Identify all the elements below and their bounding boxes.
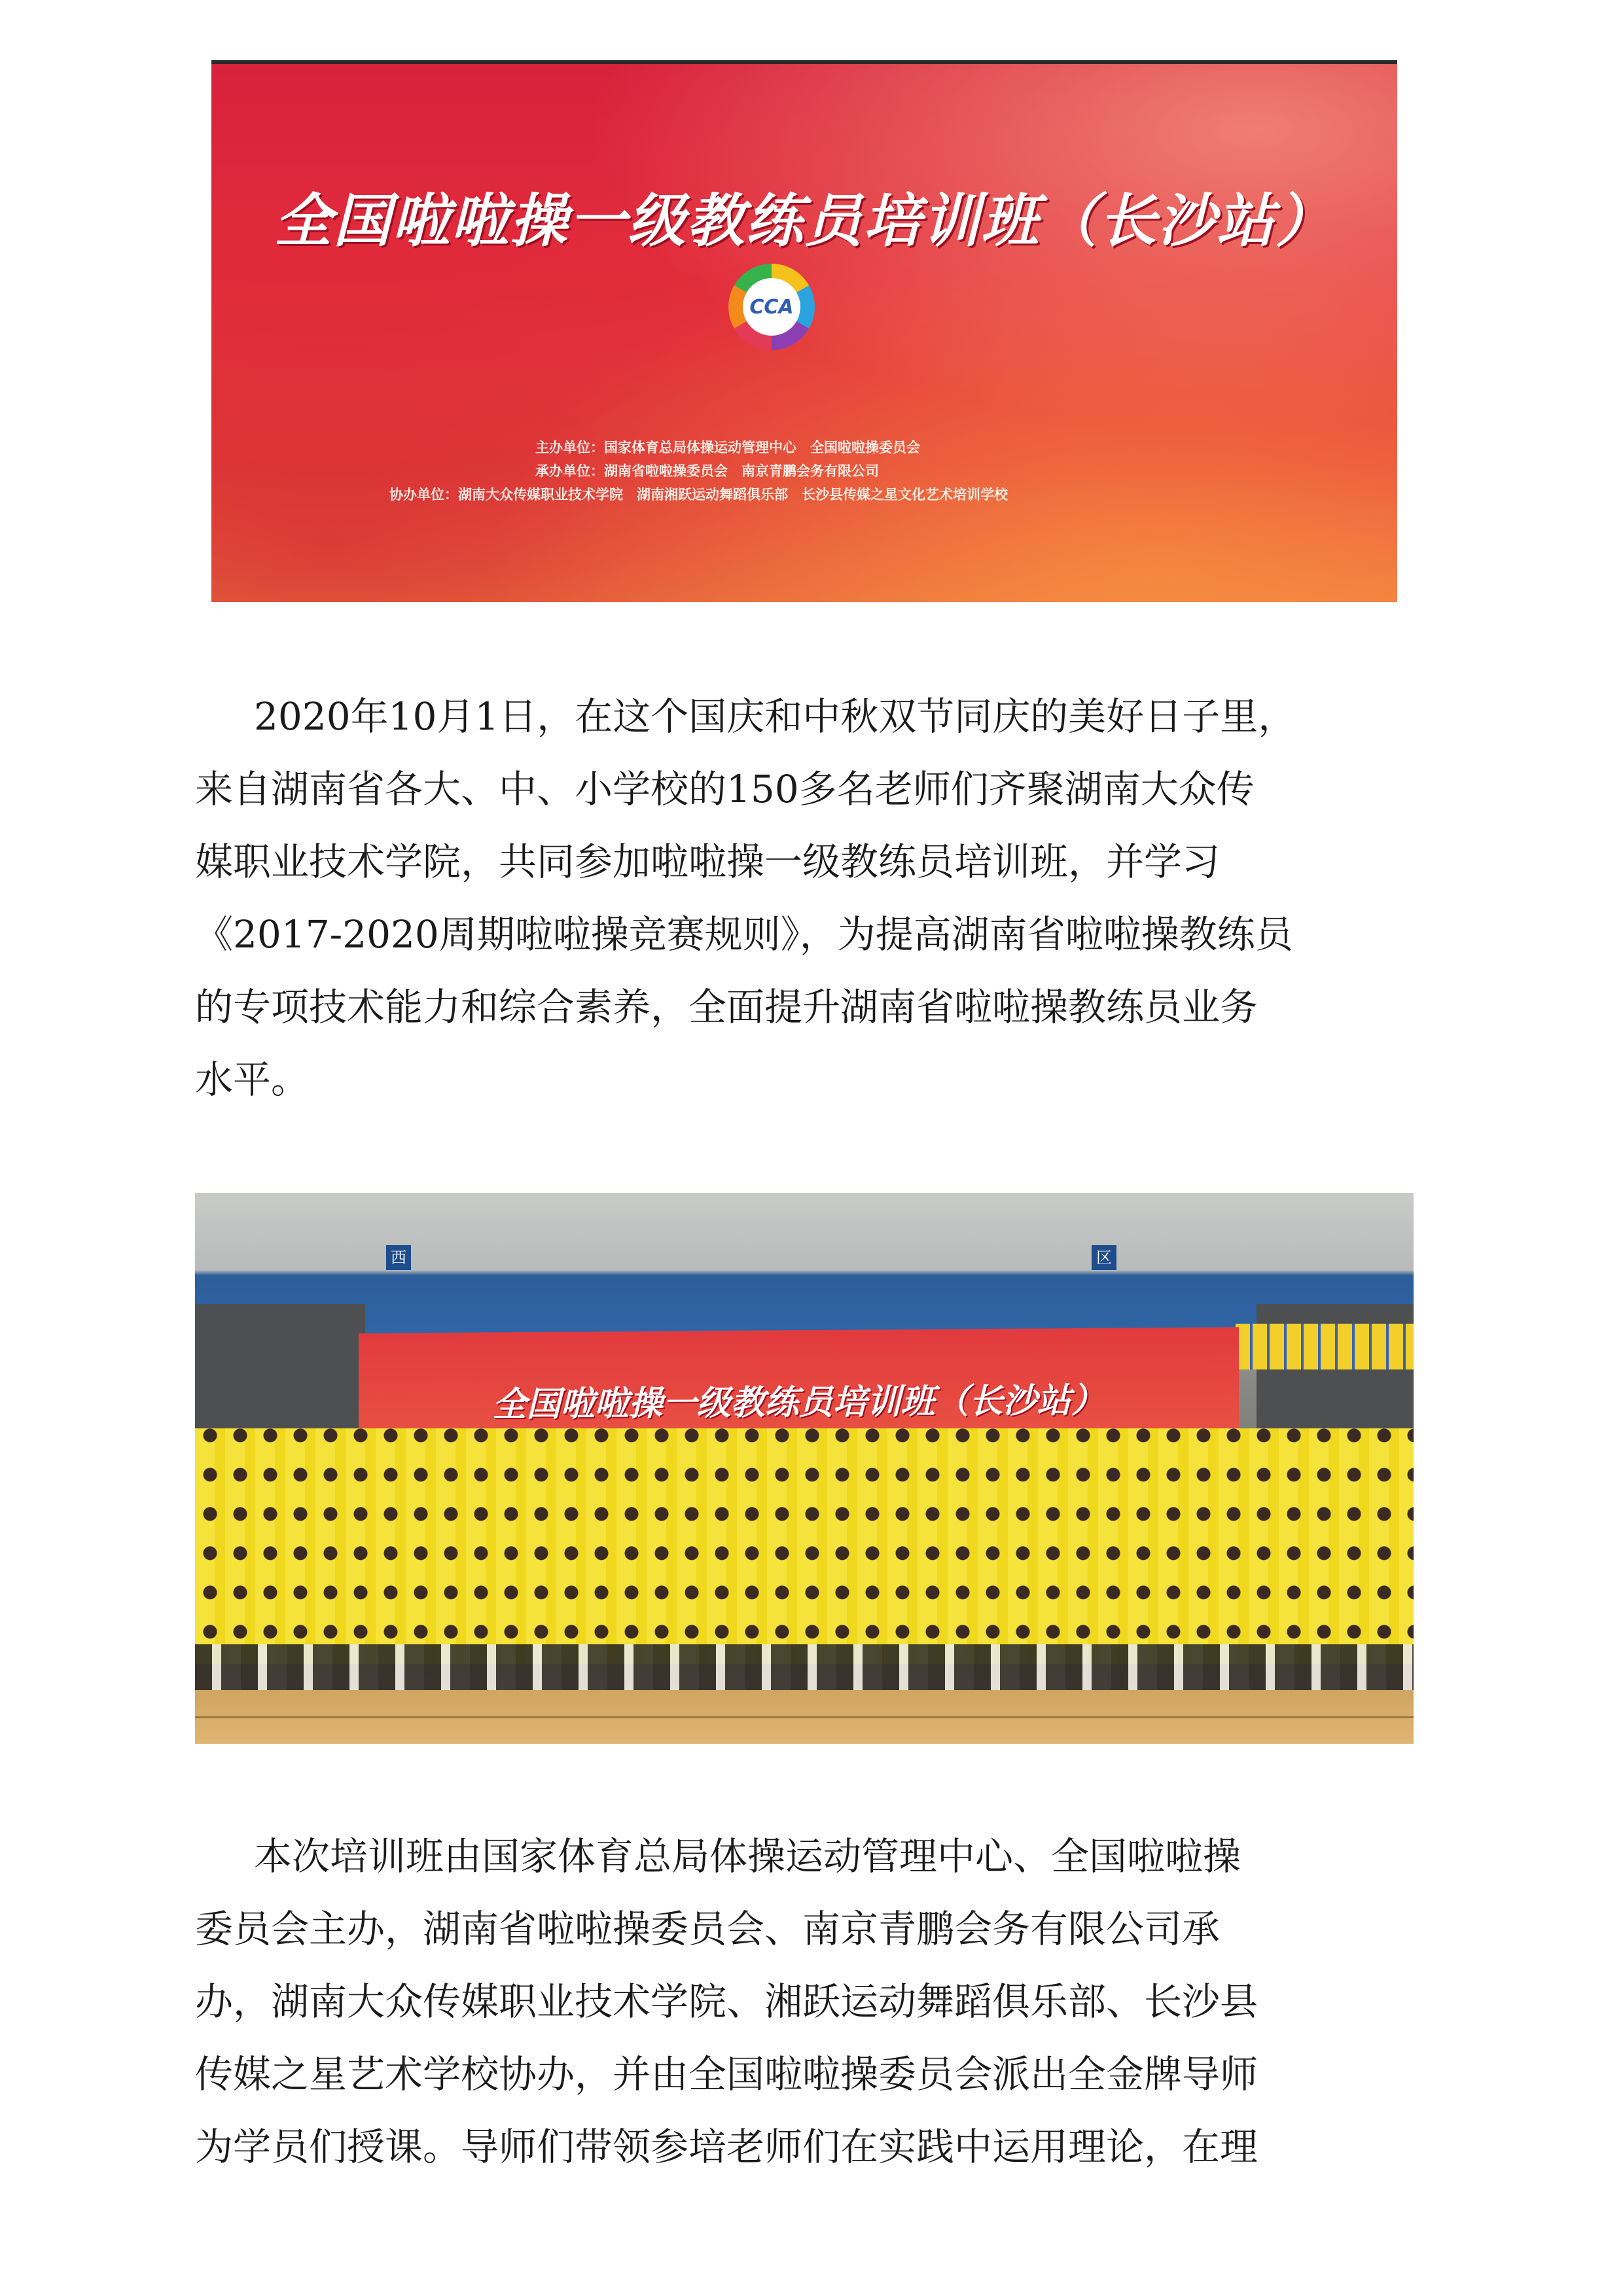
paragraph-2-line: 委员会主办，湖南省啦啦操委员会、南京青鹏会务有限公司承 xyxy=(195,1907,1221,1951)
paragraph-1-line: 《2017-2020周期啦啦操竞赛规则》，为提高湖南省啦啦操教练员 xyxy=(195,912,1293,957)
seat-section-label-west: 西 xyxy=(386,1245,411,1270)
cca-logo-text: CCA xyxy=(743,278,800,336)
paragraph-1-line: 水平。 xyxy=(195,1057,310,1102)
participants-crowd xyxy=(195,1428,1414,1664)
banner-photo xyxy=(211,60,1397,602)
paragraph-1 xyxy=(195,680,1428,1116)
paragraph-1-line: 媒职业技术学院，共同参加啦啦操一级教练员培训班，并学习 xyxy=(195,839,1221,884)
paragraph-2-line: 办，湖南大众传媒职业技术学院、湘跃运动舞蹈俱乐部、长沙县 xyxy=(195,1979,1258,2024)
paragraph-2 xyxy=(195,1820,1428,2183)
banner-credit-host: 主办单位：国家体育总局体操运动管理中心 全国啦啦操委员会 xyxy=(535,440,920,455)
banner-credit-coorganizer: 协办单位：湖南大众传媒职业技术学院 湖南湘跃运动舞蹈俱乐部 长沙县传媒之星文化艺术培训学校 xyxy=(389,487,1008,503)
paragraph-2-line: 本次培训班由国家体育总局体操运动管理中心、全国啦啦操 xyxy=(254,1834,1241,1879)
banner-title: 全国啦啦操一级教练员培训班（长沙站） xyxy=(274,187,1334,255)
paragraph-2-line: 传媒之星艺术学校协办，并由全国啦啦操委员会派出全金牌导师 xyxy=(195,2052,1258,2096)
paragraph-1-line: 2020年10月1日，在这个国庆和中秋双节同庆的美好日子里， xyxy=(254,694,1296,739)
participants-front-row xyxy=(195,1644,1414,1690)
seat-section-label-area: 区 xyxy=(1092,1245,1116,1270)
group-photo xyxy=(195,1193,1414,1744)
gym-floor-line xyxy=(195,1716,1414,1718)
stadium-seats xyxy=(1236,1324,1414,1369)
paragraph-1-line: 的专项技术能力和综合素养，全面提升湖南省啦啦操教练员业务 xyxy=(195,985,1258,1029)
paragraph-2-line: 为学员们授课。导师们带领参培老师们在实践中运用理论，在理 xyxy=(195,2125,1258,2169)
banner-credit-organizer: 承办单位：湖南省啦啦操委员会 南京青鹏会务有限公司 xyxy=(535,463,879,479)
group-backdrop-title: 全国啦啦操一级教练员培训班（长沙站） xyxy=(492,1381,1105,1425)
paragraph-1-line: 来自湖南省各大、中、小学校的150多名老师们齐聚湖南大众传 xyxy=(195,767,1255,811)
cca-logo-icon xyxy=(728,264,815,350)
